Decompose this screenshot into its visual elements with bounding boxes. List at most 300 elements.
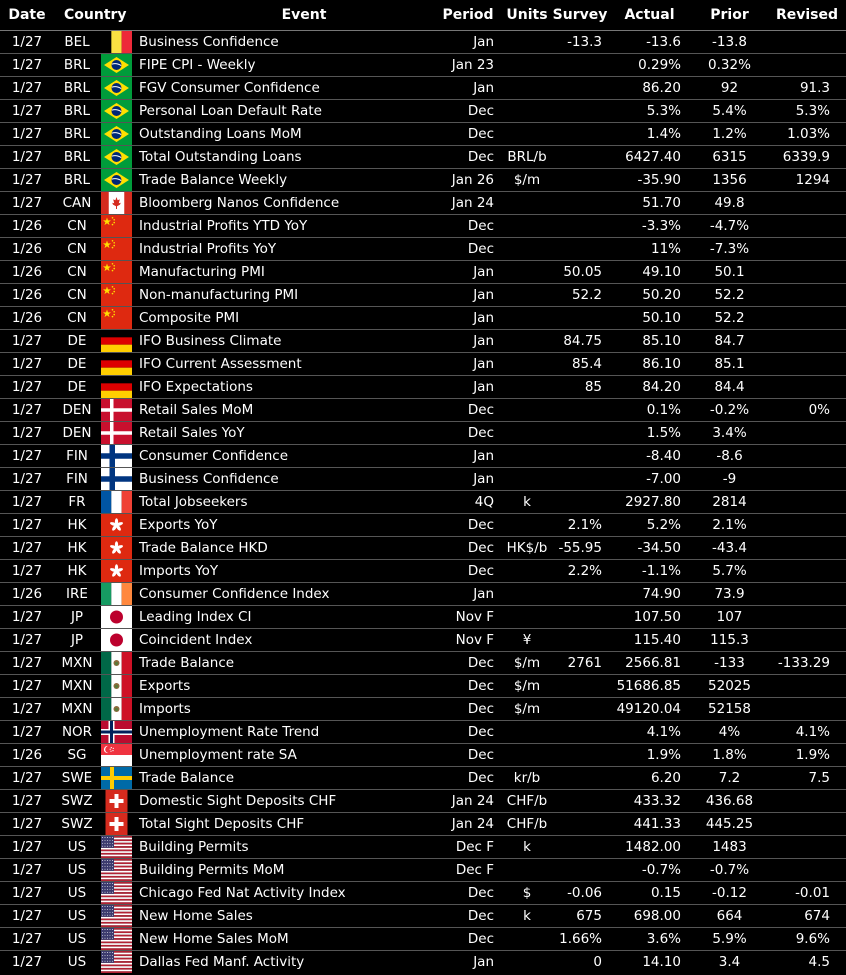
- actual-cell: 49.10: [608, 261, 691, 284]
- revised-cell: [768, 284, 846, 307]
- revised-cell: [768, 330, 846, 353]
- table-row[interactable]: [0, 560, 846, 583]
- revised-cell: 1.9%: [768, 744, 846, 767]
- hongkong-flag-icon: [101, 560, 132, 582]
- date-cell: 1/27: [0, 629, 54, 652]
- norway-flag-icon: [101, 721, 132, 743]
- brazil-flag-icon: [101, 146, 132, 168]
- table-row[interactable]: [0, 468, 846, 491]
- country-cell: MXN: [54, 675, 100, 698]
- country-cell: BRL: [54, 54, 100, 77]
- survey-cell: [552, 123, 608, 146]
- date-cell: 1/27: [0, 169, 54, 192]
- brazil-flag-icon: [101, 169, 132, 191]
- flag-cell: [100, 813, 134, 836]
- country-cell: SG: [54, 744, 100, 767]
- prior-cell: 4%: [691, 721, 768, 744]
- actual-cell: 433.32: [608, 790, 691, 813]
- prior-cell: 3.4: [691, 951, 768, 974]
- units-cell: k: [502, 491, 552, 514]
- event-cell: Business Confidence: [134, 468, 434, 491]
- flag-cell: [100, 767, 134, 790]
- period-cell: Jan 26: [434, 169, 502, 192]
- actual-cell: 11%: [608, 238, 691, 261]
- country-cell: FIN: [54, 468, 100, 491]
- period-cell: Dec: [434, 399, 502, 422]
- revised-cell: [768, 606, 846, 629]
- date-cell: 1/27: [0, 123, 54, 146]
- prior-cell: 49.8: [691, 192, 768, 215]
- survey-cell: [552, 744, 608, 767]
- table-row[interactable]: [0, 284, 846, 307]
- country-cell: SWE: [54, 767, 100, 790]
- survey-cell: [552, 698, 608, 721]
- table-row[interactable]: [0, 353, 846, 376]
- revised-cell: 1.03%: [768, 123, 846, 146]
- table-row[interactable]: [0, 100, 846, 123]
- finland-flag-icon: [101, 468, 132, 490]
- country-cell: IRE: [54, 583, 100, 606]
- date-cell: 1/27: [0, 928, 54, 951]
- date-cell: 1/27: [0, 77, 54, 100]
- revised-cell: [768, 192, 846, 215]
- survey-cell: 85: [552, 376, 608, 399]
- period-cell: Jan: [434, 330, 502, 353]
- table-row[interactable]: [0, 583, 846, 606]
- survey-cell: 2.1%: [552, 514, 608, 537]
- actual-cell: 49120.04: [608, 698, 691, 721]
- flag-cell: [100, 744, 134, 767]
- prior-cell: 73.9: [691, 583, 768, 606]
- flag-cell: [100, 537, 134, 560]
- country-cell: MXN: [54, 652, 100, 675]
- flag-cell: [100, 307, 134, 330]
- event-cell: Domestic Sight Deposits CHF: [134, 790, 434, 813]
- survey-cell: 2761: [552, 652, 608, 675]
- survey-cell: [552, 238, 608, 261]
- table-row[interactable]: [0, 54, 846, 77]
- event-cell: Consumer Confidence: [134, 445, 434, 468]
- period-cell: Dec: [434, 698, 502, 721]
- prior-cell: 52.2: [691, 307, 768, 330]
- date-cell: 1/27: [0, 422, 54, 445]
- revised-cell: -133.29: [768, 652, 846, 675]
- revised-cell: [768, 813, 846, 836]
- table-row[interactable]: [0, 859, 846, 882]
- header-survey[interactable]: Survey: [552, 0, 608, 31]
- header-event[interactable]: Event: [134, 0, 434, 31]
- table-row[interactable]: [0, 951, 846, 974]
- event-cell: IFO Business Climate: [134, 330, 434, 353]
- event-cell: Exports: [134, 675, 434, 698]
- table-row[interactable]: [0, 698, 846, 721]
- flag-cell: [100, 54, 134, 77]
- date-cell: 1/26: [0, 583, 54, 606]
- actual-cell: 1.9%: [608, 744, 691, 767]
- actual-cell: 51.70: [608, 192, 691, 215]
- units-cell: [502, 445, 552, 468]
- revised-cell: 6339.9: [768, 146, 846, 169]
- period-cell: Jan 24: [434, 813, 502, 836]
- actual-cell: 441.33: [608, 813, 691, 836]
- survey-cell: [552, 399, 608, 422]
- units-cell: BRL/b: [502, 146, 552, 169]
- ireland-flag-icon: [101, 583, 132, 605]
- actual-cell: 107.50: [608, 606, 691, 629]
- actual-cell: 6.20: [608, 767, 691, 790]
- event-cell: Non-manufacturing PMI: [134, 284, 434, 307]
- event-cell: IFO Expectations: [134, 376, 434, 399]
- revised-cell: [768, 583, 846, 606]
- table-row[interactable]: [0, 399, 846, 422]
- survey-cell: -13.3: [552, 31, 608, 54]
- flag-cell: [100, 422, 134, 445]
- revised-cell: [768, 445, 846, 468]
- table-row[interactable]: [0, 813, 846, 836]
- date-cell: 1/27: [0, 882, 54, 905]
- date-cell: 1/27: [0, 675, 54, 698]
- actual-cell: 84.20: [608, 376, 691, 399]
- event-cell: Consumer Confidence Index: [134, 583, 434, 606]
- prior-cell: 115.3: [691, 629, 768, 652]
- date-cell: 1/27: [0, 514, 54, 537]
- units-cell: [502, 330, 552, 353]
- country-cell: DEN: [54, 399, 100, 422]
- revised-cell: [768, 31, 846, 54]
- prior-cell: 1.2%: [691, 123, 768, 146]
- country-cell: HK: [54, 560, 100, 583]
- prior-cell: 445.25: [691, 813, 768, 836]
- revised-cell: 91.3: [768, 77, 846, 100]
- event-cell: Bloomberg Nanos Confidence: [134, 192, 434, 215]
- header-date[interactable]: Date: [0, 0, 54, 31]
- table-row[interactable]: [0, 307, 846, 330]
- header-actual[interactable]: Actual: [608, 0, 691, 31]
- table-row[interactable]: [0, 675, 846, 698]
- table-row[interactable]: [0, 192, 846, 215]
- country-cell: CN: [54, 307, 100, 330]
- event-cell: Trade Balance: [134, 652, 434, 675]
- actual-cell: 0.29%: [608, 54, 691, 77]
- actual-cell: 74.90: [608, 583, 691, 606]
- units-cell: [502, 31, 552, 54]
- units-cell: [502, 261, 552, 284]
- flag-cell: [100, 261, 134, 284]
- flag-cell: [100, 698, 134, 721]
- prior-cell: 107: [691, 606, 768, 629]
- period-cell: Dec: [434, 146, 502, 169]
- revised-cell: [768, 790, 846, 813]
- revised-cell: [768, 836, 846, 859]
- revised-cell: [768, 307, 846, 330]
- actual-cell: -3.3%: [608, 215, 691, 238]
- denmark-flag-icon: [101, 399, 132, 421]
- table-row[interactable]: [0, 882, 846, 905]
- revised-cell: 4.5: [768, 951, 846, 974]
- actual-cell: -7.00: [608, 468, 691, 491]
- prior-cell: 1356: [691, 169, 768, 192]
- country-cell: HK: [54, 537, 100, 560]
- country-cell: DEN: [54, 422, 100, 445]
- actual-cell: 0.1%: [608, 399, 691, 422]
- flag-cell: [100, 238, 134, 261]
- table-row[interactable]: [0, 537, 846, 560]
- actual-cell: 4.1%: [608, 721, 691, 744]
- revised-cell: [768, 261, 846, 284]
- header-prior[interactable]: Prior: [691, 0, 768, 31]
- flag-cell: [100, 77, 134, 100]
- survey-cell: [552, 422, 608, 445]
- table-row[interactable]: [0, 146, 846, 169]
- actual-cell: 2566.81: [608, 652, 691, 675]
- table-row[interactable]: [0, 928, 846, 951]
- prior-cell: 2.1%: [691, 514, 768, 537]
- revised-cell: [768, 675, 846, 698]
- belgium-flag-icon: [101, 31, 132, 53]
- period-cell: Dec: [434, 744, 502, 767]
- event-cell: Leading Index CI: [134, 606, 434, 629]
- japan-flag-icon: [101, 629, 132, 651]
- header-country[interactable]: Country: [54, 0, 134, 31]
- table-row[interactable]: [0, 721, 846, 744]
- mexico-flag-icon: [101, 698, 132, 720]
- revised-cell: [768, 560, 846, 583]
- date-cell: 1/27: [0, 399, 54, 422]
- actual-cell: 1482.00: [608, 836, 691, 859]
- flag-cell: [100, 905, 134, 928]
- flag-cell: [100, 514, 134, 537]
- table-row[interactable]: [0, 606, 846, 629]
- actual-cell: 5.3%: [608, 100, 691, 123]
- units-cell: [502, 951, 552, 974]
- prior-cell: 85.1: [691, 353, 768, 376]
- period-cell: Dec: [434, 422, 502, 445]
- sweden-flag-icon: [101, 767, 132, 789]
- prior-cell: 436.68: [691, 790, 768, 813]
- header-period[interactable]: Period: [434, 0, 502, 31]
- event-cell: Unemployment rate SA: [134, 744, 434, 767]
- usa-flag-icon: [101, 836, 132, 858]
- date-cell: 1/27: [0, 606, 54, 629]
- units-cell: [502, 928, 552, 951]
- table-row[interactable]: [0, 422, 846, 445]
- date-cell: 1/27: [0, 859, 54, 882]
- period-cell: 4Q: [434, 491, 502, 514]
- mexico-flag-icon: [101, 652, 132, 674]
- table-row[interactable]: [0, 652, 846, 675]
- country-cell: DE: [54, 376, 100, 399]
- units-cell: [502, 376, 552, 399]
- finland-flag-icon: [101, 445, 132, 467]
- table-row[interactable]: [0, 123, 846, 146]
- revised-cell: -0.01: [768, 882, 846, 905]
- date-cell: 1/27: [0, 491, 54, 514]
- header-row: [0, 0, 846, 31]
- country-cell: HK: [54, 514, 100, 537]
- date-cell: 1/27: [0, 537, 54, 560]
- event-cell: Unemployment Rate Trend: [134, 721, 434, 744]
- country-cell: DE: [54, 353, 100, 376]
- table-row[interactable]: [0, 215, 846, 238]
- prior-cell: 52.2: [691, 284, 768, 307]
- period-cell: Dec: [434, 928, 502, 951]
- date-cell: 1/27: [0, 813, 54, 836]
- actual-cell: 1.4%: [608, 123, 691, 146]
- flag-cell: [100, 353, 134, 376]
- header-units[interactable]: Units: [502, 0, 552, 31]
- revised-cell: [768, 238, 846, 261]
- prior-cell: 6315: [691, 146, 768, 169]
- period-cell: Jan: [434, 353, 502, 376]
- table-row[interactable]: [0, 514, 846, 537]
- revised-cell: [768, 468, 846, 491]
- period-cell: Jan: [434, 77, 502, 100]
- revised-cell: [768, 698, 846, 721]
- period-cell: Dec: [434, 100, 502, 123]
- event-cell: Personal Loan Default Rate: [134, 100, 434, 123]
- date-cell: 1/27: [0, 560, 54, 583]
- event-cell: Outstanding Loans MoM: [134, 123, 434, 146]
- date-cell: 1/27: [0, 905, 54, 928]
- actual-cell: 698.00: [608, 905, 691, 928]
- date-cell: 1/27: [0, 790, 54, 813]
- prior-cell: 664: [691, 905, 768, 928]
- units-cell: [502, 353, 552, 376]
- event-cell: Trade Balance: [134, 767, 434, 790]
- flag-cell: [100, 583, 134, 606]
- flag-cell: [100, 445, 134, 468]
- date-cell: 1/26: [0, 307, 54, 330]
- date-cell: 1/27: [0, 146, 54, 169]
- switzerland-flag-icon: [101, 813, 132, 835]
- table-row[interactable]: [0, 77, 846, 100]
- prior-cell: 7.2: [691, 767, 768, 790]
- survey-cell: 84.75: [552, 330, 608, 353]
- period-cell: Jan: [434, 284, 502, 307]
- period-cell: Jan: [434, 951, 502, 974]
- table-row[interactable]: [0, 238, 846, 261]
- period-cell: Jan: [434, 468, 502, 491]
- period-cell: Nov F: [434, 606, 502, 629]
- usa-flag-icon: [101, 859, 132, 881]
- period-cell: Dec: [434, 675, 502, 698]
- table-row[interactable]: [0, 330, 846, 353]
- event-cell: Dallas Fed Manf. Activity: [134, 951, 434, 974]
- event-cell: Business Confidence: [134, 31, 434, 54]
- flag-cell: [100, 468, 134, 491]
- table-row[interactable]: [0, 491, 846, 514]
- prior-cell: -133: [691, 652, 768, 675]
- china-flag-icon: [101, 215, 132, 237]
- units-cell: [502, 583, 552, 606]
- survey-cell: [552, 77, 608, 100]
- date-cell: 1/27: [0, 652, 54, 675]
- survey-cell: 50.05: [552, 261, 608, 284]
- event-cell: New Home Sales: [134, 905, 434, 928]
- header-revised[interactable]: Revised: [768, 0, 846, 31]
- period-cell: Dec: [434, 537, 502, 560]
- survey-cell: [552, 813, 608, 836]
- table-row[interactable]: [0, 905, 846, 928]
- usa-flag-icon: [101, 882, 132, 904]
- event-cell: Trade Balance HKD: [134, 537, 434, 560]
- china-flag-icon: [101, 238, 132, 260]
- table-row[interactable]: [0, 836, 846, 859]
- period-cell: Dec: [434, 238, 502, 261]
- country-cell: BRL: [54, 100, 100, 123]
- date-cell: 1/27: [0, 767, 54, 790]
- event-cell: Coincident Index: [134, 629, 434, 652]
- flag-cell: [100, 100, 134, 123]
- survey-cell: [552, 192, 608, 215]
- actual-cell: 51686.85: [608, 675, 691, 698]
- units-cell: k: [502, 905, 552, 928]
- units-cell: [502, 560, 552, 583]
- usa-flag-icon: [101, 951, 132, 973]
- table-row[interactable]: [0, 629, 846, 652]
- singapore-flag-icon: [101, 744, 132, 766]
- china-flag-icon: [101, 261, 132, 283]
- event-cell: New Home Sales MoM: [134, 928, 434, 951]
- table-row[interactable]: [0, 767, 846, 790]
- brazil-flag-icon: [101, 100, 132, 122]
- period-cell: Dec F: [434, 836, 502, 859]
- revised-cell: 5.3%: [768, 100, 846, 123]
- prior-cell: -8.6: [691, 445, 768, 468]
- usa-flag-icon: [101, 905, 132, 927]
- revised-cell: [768, 353, 846, 376]
- country-cell: US: [54, 836, 100, 859]
- period-cell: Jan 24: [434, 790, 502, 813]
- prior-cell: 1483: [691, 836, 768, 859]
- survey-cell: [552, 100, 608, 123]
- table-row[interactable]: [0, 744, 846, 767]
- japan-flag-icon: [101, 606, 132, 628]
- country-cell: DE: [54, 330, 100, 353]
- country-cell: FR: [54, 491, 100, 514]
- table-row[interactable]: [0, 790, 846, 813]
- event-cell: Industrial Profits YTD YoY: [134, 215, 434, 238]
- table-row[interactable]: [0, 169, 846, 192]
- prior-cell: 3.4%: [691, 422, 768, 445]
- survey-cell: [552, 767, 608, 790]
- prior-cell: -0.12: [691, 882, 768, 905]
- survey-cell: [552, 468, 608, 491]
- table-row[interactable]: [0, 376, 846, 399]
- table-row[interactable]: [0, 445, 846, 468]
- units-cell: [502, 123, 552, 146]
- units-cell: $/m: [502, 169, 552, 192]
- prior-cell: 84.7: [691, 330, 768, 353]
- date-cell: 1/26: [0, 261, 54, 284]
- country-cell: CN: [54, 284, 100, 307]
- country-cell: FIN: [54, 445, 100, 468]
- country-cell: NOR: [54, 721, 100, 744]
- survey-cell: [552, 215, 608, 238]
- flag-cell: [100, 399, 134, 422]
- flag-cell: [100, 652, 134, 675]
- date-cell: 1/27: [0, 54, 54, 77]
- table-row[interactable]: [0, 31, 846, 54]
- event-cell: Composite PMI: [134, 307, 434, 330]
- flag-cell: [100, 721, 134, 744]
- event-cell: Retail Sales MoM: [134, 399, 434, 422]
- survey-cell: 52.2: [552, 284, 608, 307]
- germany-flag-icon: [101, 353, 132, 375]
- period-cell: Dec: [434, 215, 502, 238]
- table-row[interactable]: [0, 261, 846, 284]
- prior-cell: 5.7%: [691, 560, 768, 583]
